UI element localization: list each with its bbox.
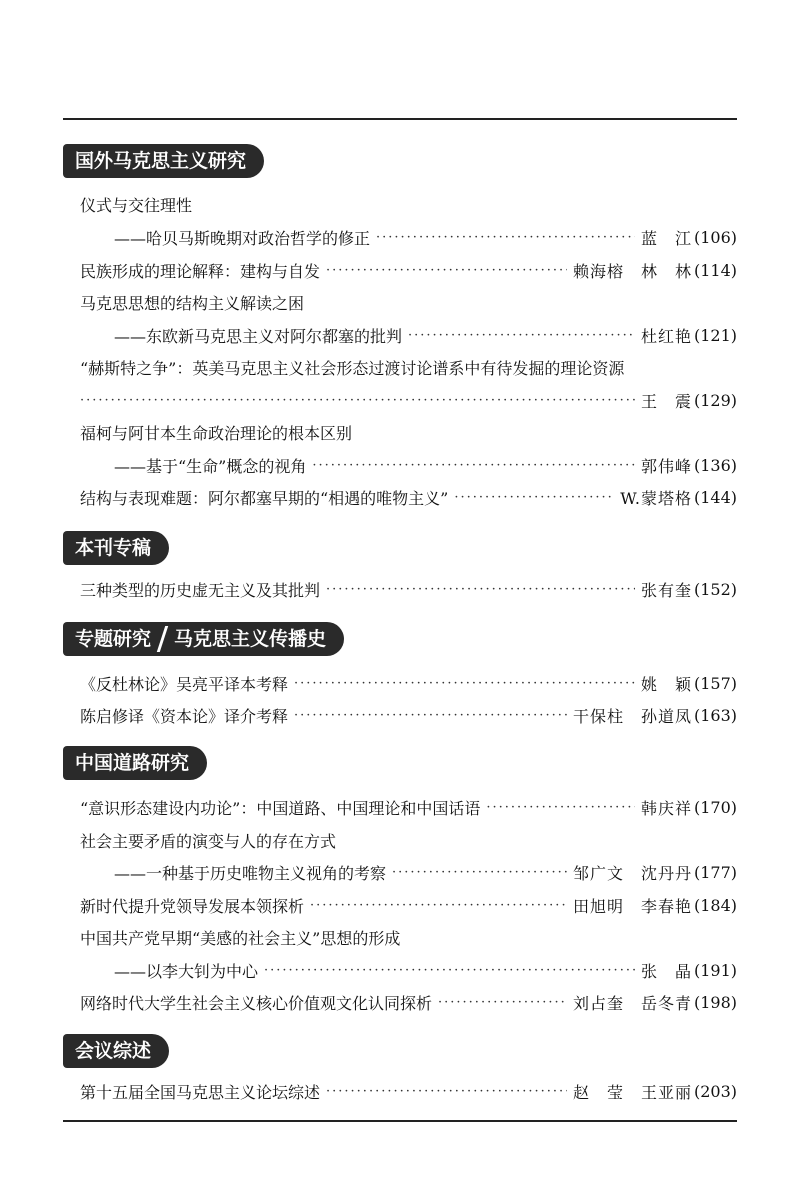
dot-leader (486, 800, 635, 815)
entry-author: 邹广文 沈丹丹 (572, 863, 692, 883)
entry-author: 张有奎 (640, 580, 692, 600)
section-title-part-2: 马克思主义传播史 (174, 628, 327, 650)
entry-title: 网络时代大学生社会主义核心价值观文化认同探析 (80, 993, 433, 1013)
entry-author: 杜红艳 (640, 326, 692, 346)
entry-subtitle: ——一种基于历史唯物主义视角的考察 (114, 863, 387, 883)
entry-author: 姚 颖 (640, 674, 692, 694)
section-header-conference-review (63, 1034, 169, 1068)
dot-leader (294, 708, 567, 723)
entry-author: 田旭明 李春艳 (572, 896, 692, 916)
entry-author: 赵 莹 王亚丽 (572, 1082, 692, 1102)
dot-leader (454, 490, 614, 505)
entry-page: (114) (693, 260, 737, 280)
section-header-special-articles (63, 531, 169, 565)
entry-page: (163) (693, 705, 737, 725)
dot-leader (376, 230, 635, 245)
entry-title: 中国共产党早期“美感的社会主义”思想的形成 (80, 928, 401, 948)
entry-title: 《反杜林论》吴亮平译本考释 (80, 674, 289, 694)
entry-title: 仪式与交往理性 (80, 195, 193, 215)
entry-author: 蓝 江 (640, 228, 692, 248)
entry-title: “意识形态建设内功论”：中国道路、中国理论和中国话语 (80, 798, 481, 818)
dot-leader (264, 963, 635, 978)
entry-title: 结构与表现难题：阿尔都塞早期的“相遇的唯物主义” (80, 488, 449, 508)
section-title: 国外马克思主义研究 (75, 150, 247, 172)
section-title: 会议综述 (75, 1040, 152, 1062)
toc-entry[interactable] (114, 954, 737, 986)
dot-leader (326, 263, 567, 278)
section-title-part-1: 专题研究 (75, 628, 152, 650)
dot-leader (310, 898, 567, 913)
entry-page: (129) (693, 390, 737, 410)
section-header-foreign-marxism (63, 144, 264, 178)
entry-page: (191) (693, 960, 737, 980)
entry-title: 第十五届全国马克思主义论坛综述 (80, 1082, 321, 1102)
slash-separator (157, 626, 168, 652)
toc-entry[interactable] (80, 351, 737, 383)
toc-entry[interactable] (80, 667, 737, 699)
toc-entry[interactable] (80, 286, 737, 318)
dot-leader (408, 328, 635, 343)
entry-title: 三种类型的历史虚无主义及其批判 (80, 580, 321, 600)
entry-title: 马克思思想的结构主义解读之困 (80, 293, 305, 313)
entry-page: (152) (693, 579, 737, 599)
toc-entry[interactable] (80, 986, 737, 1018)
toc-entry[interactable] (114, 449, 737, 481)
entry-author: 郭伟峰 (640, 456, 692, 476)
section-title: 本刊专稿 (75, 537, 152, 559)
toc-entry[interactable] (80, 699, 737, 731)
entry-author: W.蒙塔格 (620, 488, 692, 508)
entry-author: 韩庆祥 (640, 798, 692, 818)
toc-entry[interactable] (80, 481, 737, 513)
entry-author: 赖海榕 林 林 (572, 261, 692, 281)
dot-leader (80, 393, 635, 408)
entry-subtitle: ——以李大钊为中心 (114, 961, 259, 981)
entry-subtitle: ——哈贝马斯晚期对政治哲学的修正 (114, 228, 371, 248)
toc-entry[interactable] (80, 188, 737, 220)
entry-author: 王 震 (640, 391, 692, 411)
dot-leader (392, 865, 567, 880)
entry-subtitle: ——东欧新马克思主义对阿尔都塞的批判 (114, 326, 403, 346)
section-header-china-road (63, 746, 207, 780)
bottom-rule (63, 1120, 737, 1122)
entry-title: 新时代提升党领导发展本领探析 (80, 896, 305, 916)
toc-entry[interactable] (80, 573, 737, 605)
toc-entry[interactable] (80, 254, 737, 286)
entry-page: (203) (693, 1081, 737, 1101)
section-header-thematic-research (63, 622, 344, 656)
entry-title: 福柯与阿甘本生命政治理论的根本区别 (80, 423, 353, 443)
dot-leader (326, 1084, 567, 1099)
section-title: 中国道路研究 (75, 752, 190, 774)
toc-entry[interactable] (114, 319, 737, 351)
entry-title: 民族形成的理论解释：建构与自发 (80, 261, 321, 281)
toc-entry[interactable] (80, 416, 737, 448)
toc-entry[interactable] (80, 921, 737, 953)
entry-author: 干保柱 孙道凤 (572, 706, 692, 726)
entry-title: 陈启修译《资本论》译介考释 (80, 706, 289, 726)
toc-entry[interactable] (80, 384, 737, 416)
entry-page: (157) (693, 673, 737, 693)
entry-page: (106) (693, 227, 737, 247)
dot-leader (312, 458, 635, 473)
toc-entry[interactable] (80, 824, 737, 856)
toc-entry[interactable] (114, 221, 737, 253)
top-rule (63, 118, 737, 120)
entry-page: (136) (693, 455, 737, 475)
entry-page: (184) (693, 895, 737, 915)
entry-title: “赫斯特之争”：英美马克思主义社会形态过渡讨论谱系中有待发掘的理论资源 (80, 358, 625, 378)
dot-leader (326, 582, 635, 597)
entry-page: (170) (693, 797, 737, 817)
entry-subtitle: ——基于“生命”概念的视角 (114, 456, 307, 476)
entry-page: (177) (693, 862, 737, 882)
toc-entry[interactable] (80, 791, 737, 823)
toc-entry[interactable] (80, 889, 737, 921)
entry-author: 张 晶 (640, 961, 692, 981)
toc-entry[interactable] (114, 856, 737, 888)
entry-page: (121) (693, 325, 737, 345)
entry-author: 刘占奎 岳冬青 (572, 993, 692, 1013)
toc-entry[interactable] (80, 1075, 737, 1107)
entry-page: (198) (693, 992, 737, 1012)
entry-page: (144) (693, 487, 737, 507)
dot-leader (294, 676, 635, 691)
entry-title: 社会主要矛盾的演变与人的存在方式 (80, 831, 337, 851)
dot-leader (438, 995, 567, 1010)
